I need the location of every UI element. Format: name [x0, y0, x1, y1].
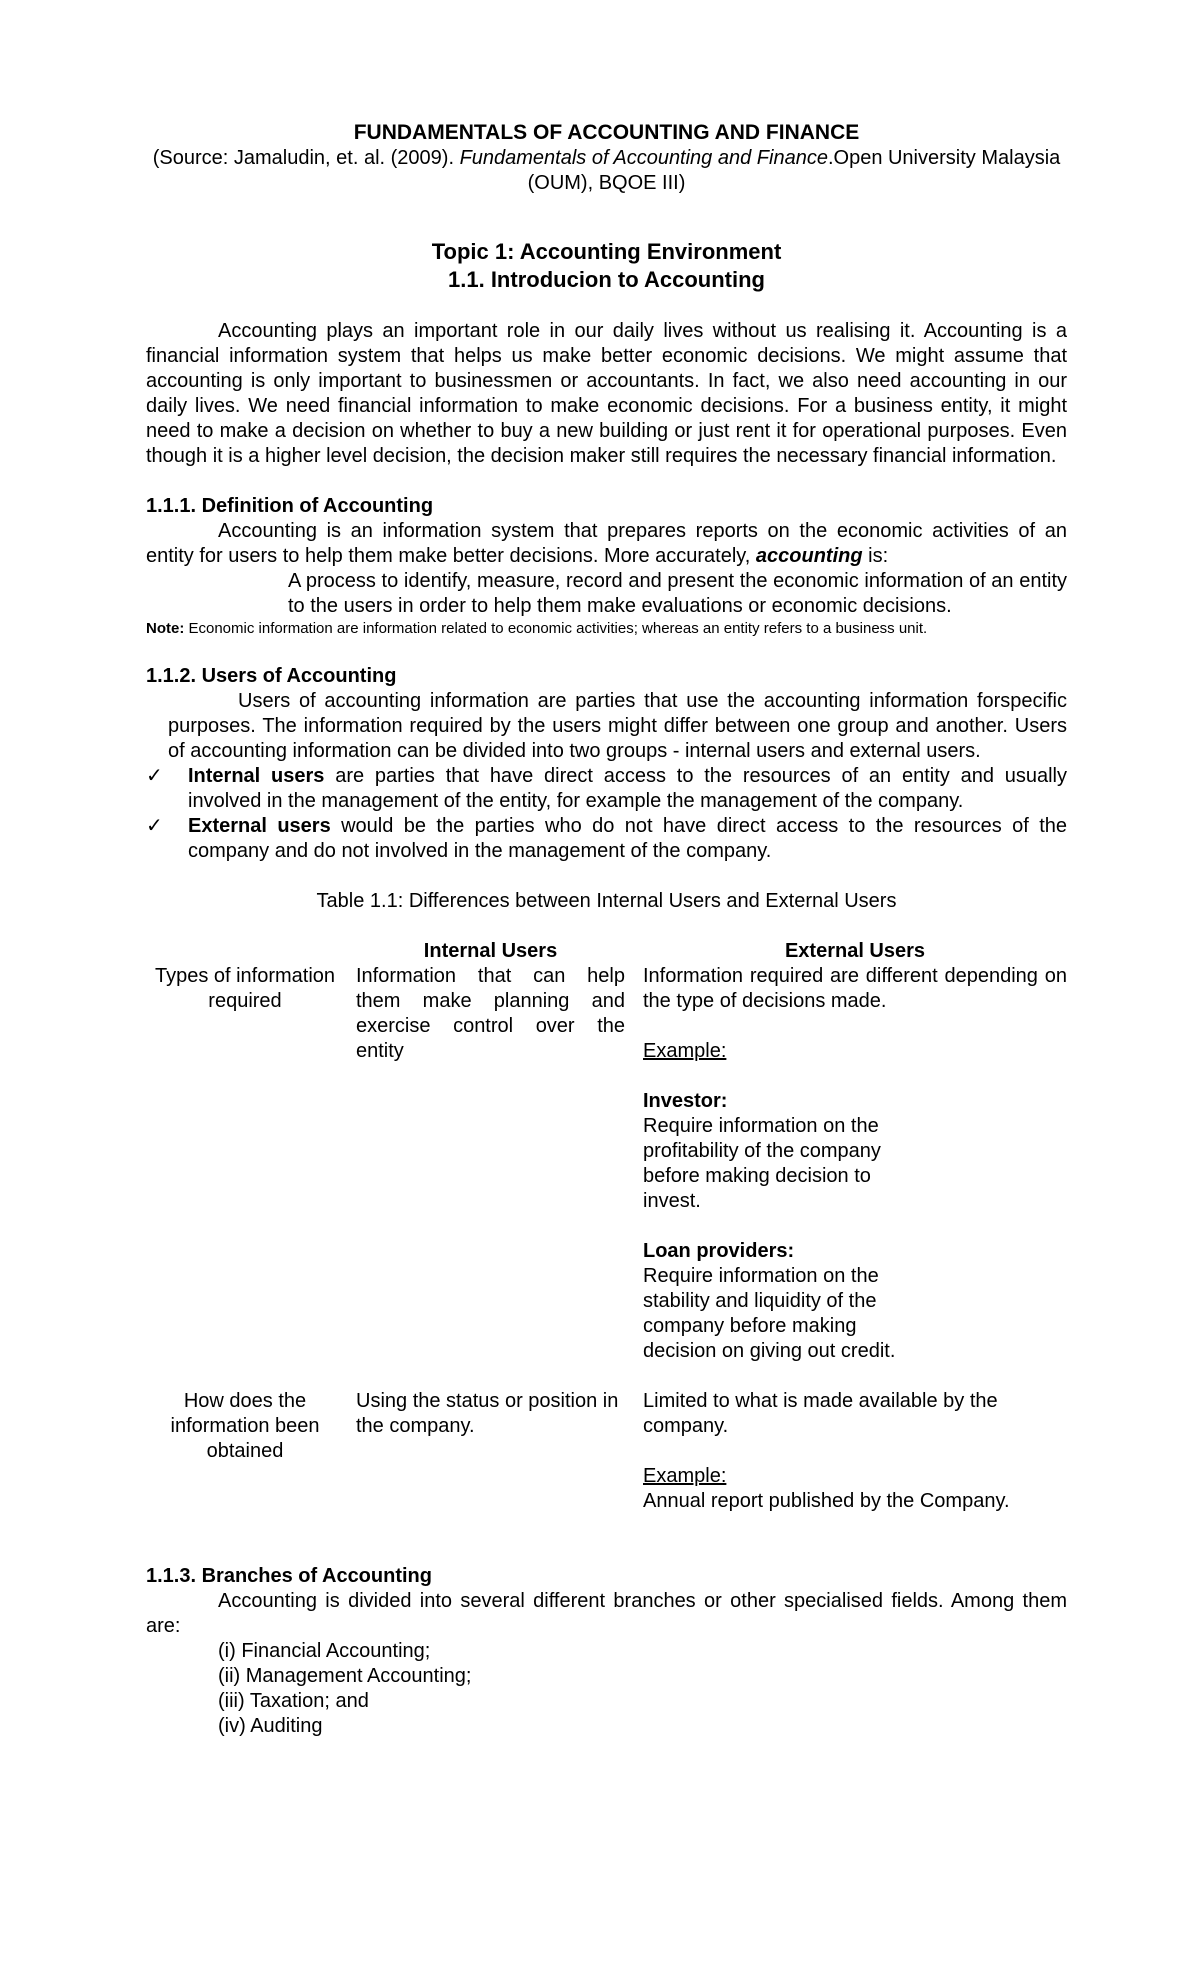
table-row — [146, 1364, 1067, 1514]
loan-providers-text: Require information on the stability and liquidity of the company before making decision on giving out credit. — [643, 1265, 896, 1362]
table-caption: Table 1.1: Differences between Internal Users and External Users — [316, 890, 897, 912]
document-title: FUNDAMENTALS OF ACCOUNTING AND FINANCE — [353, 121, 860, 144]
users-heading: 1.1.2. Users of Accounting — [146, 665, 397, 687]
external-users-item: ✓ External users would be the parties who do not have direct access to the resources of the company and do not involved in the management of the company. — [146, 815, 1067, 862]
source-book-title: Fundamentals of Accounting and Finance — [459, 147, 828, 169]
example-text: Annual report published by the Company. — [643, 1490, 1010, 1512]
internal-users-item: ✓ Internal users are parties that have direct access to the resources of an entity and usually involved in the management of the entity, for example the management of the company. — [146, 765, 1067, 812]
source-citation: (Source: Jamaludin, et. al. (2009). Fundamentals of Accounting and Finance.Open University Malaysia (OUM), BQOE III) — [152, 147, 1061, 194]
list-item: (i) Financial Accounting; — [218, 1640, 431, 1662]
accounting-emphasis: accounting — [755, 545, 863, 567]
intro-paragraph: Accounting plays an important role in our daily lives without us realising it. Accounting is a financial information system that helps us make better economic decisions. We might assume that accounting is only important to businessmen or accountants. In fact, we also need accounting in our daily lives. We need financial information to make economic decisions. For a business entity, it might need to make a decision on whether to buy a new building or just rent it for operational purposes. Even though it is a higher level decision, the decision maker still requires the necessary financial information. — [146, 320, 1067, 467]
definition-heading: 1.1.1. Definition of Accounting — [146, 495, 434, 517]
users-section — [146, 664, 1067, 864]
branches-paragraph: Accounting is divided into several different branches or other specialised fields. Among them are: — [146, 1590, 1067, 1637]
internal-cell: Using the status or position in the company. — [356, 1390, 619, 1437]
topic-subtitle: 1.1. Introducion to Accounting — [448, 267, 765, 292]
document-page — [146, 120, 1067, 1739]
loan-providers-label: Loan providers: — [643, 1240, 795, 1262]
example-label: Example: — [643, 1040, 727, 1062]
external-cell: Information required are different depending on the type of decisions made. Example: Investor: Require information on the profitability of the company before making decision to invest. Loan providers: Require information on the stability and liquidity of the company before making decision on giving out credit. — [643, 965, 1067, 1362]
table-header-row — [146, 939, 1067, 964]
internal-users-label: Internal users — [188, 765, 325, 787]
branches-section — [146, 1564, 1067, 1739]
topic-title: Topic 1: Accounting Environment — [431, 239, 782, 264]
row-label: Types of information required — [154, 965, 336, 1012]
row-label: How does the information been obtained — [170, 1390, 320, 1462]
note-label: Note: — [146, 620, 185, 637]
definition-paragraph: Accounting is an information system that prepares reports on the economic activities of an entity for users to help them make better decisions. More accurately, accounting is: — [146, 520, 1067, 567]
internal-cell: Information that can help them make planning and exercise control over the entity — [356, 965, 625, 1062]
list-item: (iv) Auditing — [218, 1715, 323, 1737]
investor-label: Investor: — [643, 1090, 728, 1112]
internal-users-column-header: Internal Users — [423, 940, 558, 962]
external-users-column-header: External Users — [784, 940, 926, 962]
document-header — [146, 120, 1067, 196]
definition-section — [146, 494, 1067, 639]
definition-quote: A process to identify, measure, record and present the economic information of an entity to the users in order to help them make evaluations or economic decisions. — [288, 570, 1067, 617]
external-users-label: External users — [188, 815, 331, 837]
topic-heading — [146, 238, 1067, 294]
users-paragraph: Users of accounting information are parties that use the accounting information forspecific purposes. The information required by the users might differ between one group and another. Users of accounting information can be divided into two groups - internal users and external users. — [168, 690, 1067, 762]
investor-text: Require information on the profitability of the company before making decision to invest. — [643, 1115, 881, 1212]
comparison-table — [146, 939, 1067, 1514]
list-item: (ii) Management Accounting; — [218, 1665, 472, 1687]
branches-heading: 1.1.3. Branches of Accounting — [146, 1565, 432, 1587]
list-item: (iii) Taxation; and — [218, 1690, 369, 1712]
table-row — [146, 964, 1067, 1364]
checkmark-icon: ✓ — [146, 765, 163, 787]
checkmark-icon: ✓ — [146, 815, 163, 837]
branches-list — [146, 1639, 1067, 1739]
external-cell: Limited to what is made available by the company. Example: Annual report published by the Company. — [637, 1364, 1067, 1514]
definition-note: Note: Economic information are information related to economic activities; whereas an entity refers to a business unit. — [146, 620, 928, 637]
example-label: Example: — [643, 1465, 727, 1487]
